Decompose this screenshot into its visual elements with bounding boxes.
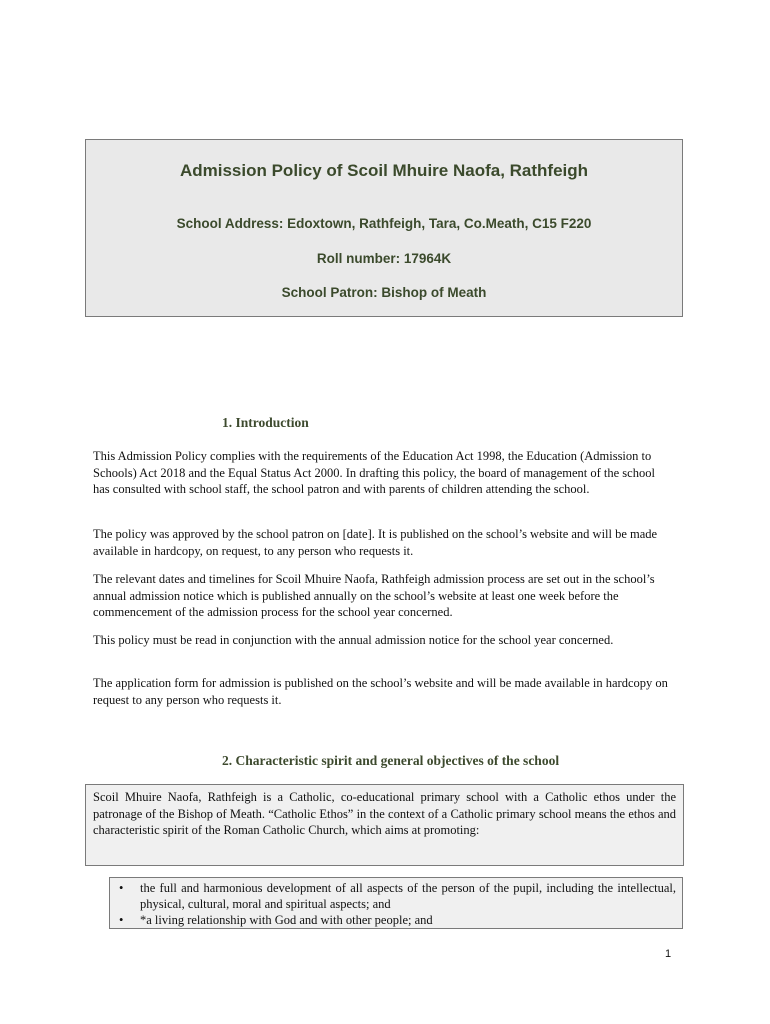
intro-paragraph-1: This Admission Policy complies with the requirements of the Education Act 1998, the Education (Admission to Schools) Act 2018 and the Equal Status Act 2000. In drafting this policy, the board of management of the school has consulted with school staff, the school patron and with parents of children attending the school. [93,449,655,496]
page-number: 1 [665,948,672,960]
list-item [116,912,676,928]
document-title: Admission Policy of Scoil Mhuire Naofa, Rathfeigh [179,161,589,180]
school-patron: School Patron: Bishop of Meath [281,285,487,300]
roll-number: Roll number: 17964K [316,251,452,266]
intro-paragraph-5: The application form for admission is published on the school’s website and will be made available in hardcopy on request to any person who requests it. [93,676,668,707]
list-item-text: *a living relationship with God and with other people; and [140,913,433,927]
bullet-list [109,877,683,929]
section-1-heading: 1. Introduction [222,415,309,430]
title-box [85,139,683,317]
list-item-text: the full and harmonious development of all aspects of the person of the pupil, including the intellectual, physical, cultural, moral and spiritual aspects; and [140,881,676,911]
intro-paragraph-3: The relevant dates and timelines for Scoil Mhuire Naofa, Rathfeigh admission process are set out in the school’s annual admission notice which is published annually on the school’s website at least one week before the commencement of the admission process for the school year concerned. [93,572,655,619]
intro-paragraph-4: This policy must be read in conjunction with the annual admission notice for the school year concerned. [93,633,614,647]
school-address: School Address: Edoxtown, Rathfeigh, Tara, Co.Meath, C15 F220 [176,216,592,231]
ethos-box [85,784,684,866]
ethos-text: Scoil Mhuire Naofa, Rathfeigh is a Catholic, co-educational primary school with a Catholic ethos under the patronage of the Bishop of Meath. “Catholic Ethos” in the context of a Catholic primary school means the ethos and characteristic spirit of the Roman Catholic Church, which aims at promoting: [93,790,676,837]
section-2-heading: 2. Characteristic spirit and general objectives of the school [222,753,560,768]
intro-paragraph-2: The policy was approved by the school patron on [date]. It is published on the school’s website and will be made available in hardcopy, on request, to any person who requests it. [93,527,658,558]
bullet-icon: • [119,913,124,927]
list-item [116,880,676,912]
bullet-icon: • [119,881,124,895]
